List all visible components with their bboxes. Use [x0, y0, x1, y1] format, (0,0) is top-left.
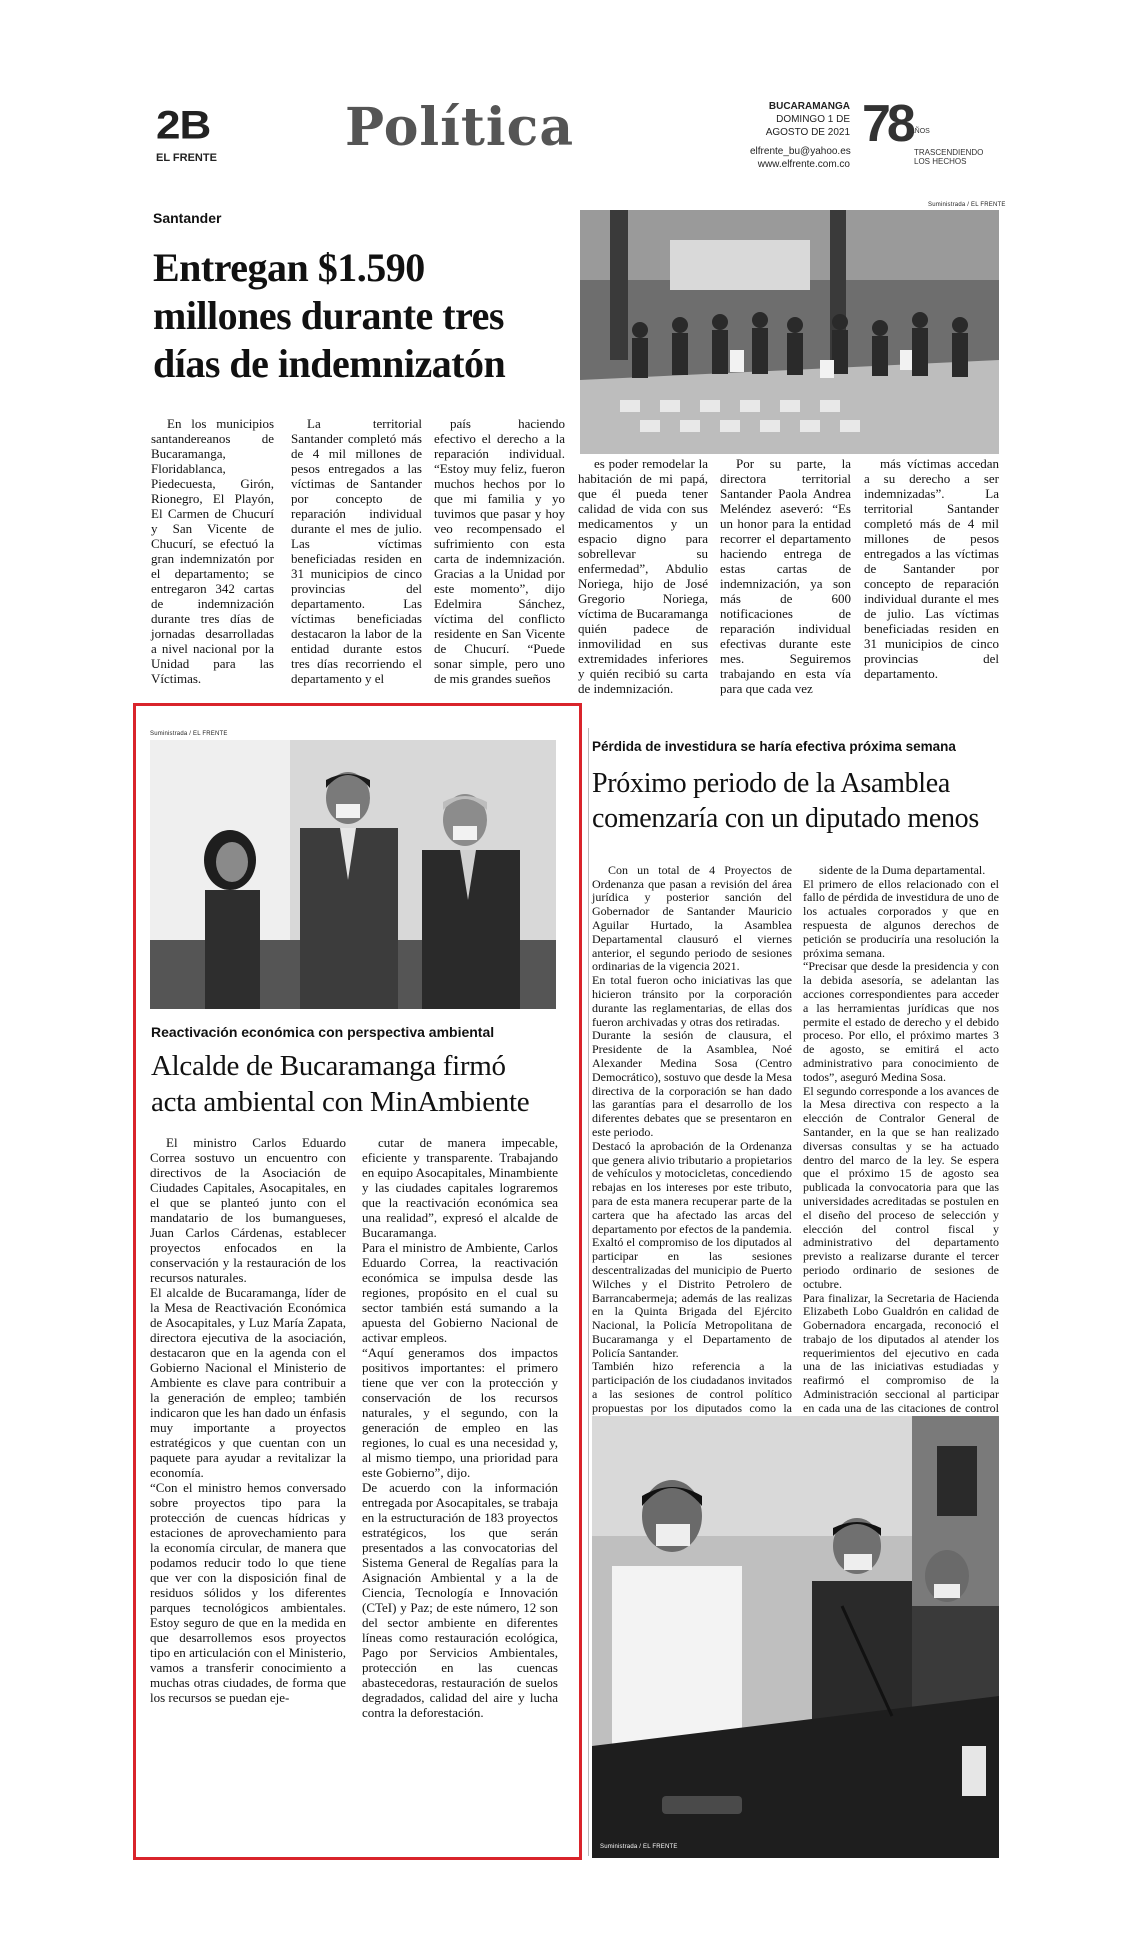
article1-column	[720, 456, 851, 696]
article3-body: Con un total de 4 Proyectos de Ordenanza que pasan a revisión del área jurídica y posterior sanción del Gobernador de Santander Mauricio Aguilar Hurtado, la Asamblea Departamental clausuró el viernes anterior, el segundo periodo de sesiones ordinarias de la vigencia 2021. En total fueron ocho iniciativas las que hicieron tránsito por la corporación durante las reglamentarias, de ellas dos fueron archivadas y otras dos retiradas. Durante la sesión de clausura, el Presidente de la Asamblea, Noé Alexander Medina Sosa (Centro Democrático), sostuvo que desde la Mesa directiva de la corporación se han dado las garantías para el desarrollo de los diferentes debates que se presentaron en este periodo. Destacó la aprobación de la Ordenanza que genera alivio tributario a propietarios de vehículos y motocicletas, concediendo rebajas en los intereses por este tributo, para de esta manera recuperar parte de la cartera que ha afectado las arcas del departamento por efectos de la pandemia. Exaltó el compromiso de los diputados al participar en las sesiones descentralizadas del municipio de Puerto Wilches y el Distrito Petrolero de Barrancabermeja; además de las realizas en la Quinta Brigada del Ejército Nacional, la Policía Metropolitana de Bucaramanga y el Departamento de Policía Santander. También hizo referencia a la participación de los ciudadanos invitados a las sesiones de control político propuestas por los diputados como la	[592, 862, 792, 1415]
article1-paragraph: es poder remodelar la habitación de mi papá, que él pueda tener calidad de vida con sus medicamentos y un espacio digno para sobrellevar su enfermedad”, Abdulio Noriega, hijo de José Gregorio Noriega, víctima de Bucaramanga quién padece de inmovilidad en sus extremidades inferiores y quién recibió su carta de indemnización.	[578, 456, 708, 696]
article1-column	[864, 456, 999, 688]
article1-paragraph: En los municipios santandereanos de Bucaramanga, Floridablanca, Piedecuesta, Girón, Rionegro, El Playón, El Carmen de Chucurí y San Vicente de Chucurí, se efectuó la gran indemnizatón por el departamento; se entregaron 342 cartas de indemnización durante tres días de jornadas desarrolladas a nivel nacional por la Unidad para las Víctimas.	[151, 416, 274, 686]
ceremony-photo	[580, 210, 999, 454]
article2-column	[150, 1120, 346, 1836]
article2-body: El ministro Carlos Eduardo Correa sostuvo un encuentro con directivos de la Asociación de Ciudades Capitales, Asocapitales, en el que se planteó junto con el mandatario de los bumangueses, Juan Carlos Cárdenas, establecer proyectos enfocados en la conservación y la restauración de los recursos naturales. El alcalde de Bucaramanga, líder de la Mesa de Reactivación Económica de Asocapitales, y Luz María Zapata, directora ejecutiva de la asociación, destacaron que en la agenda con el Gobierno Nacional el Ministerio de Ambiente es clave para contribuir a la generación de empleo; también indicaron que les han dado un énfasis muy importante a proyectos estratégicos y que cuentan con un paquete para ayudar a revitalizar la economía. “Con el ministro hemos conversado sobre proyectos tipo para la protección de cuencas hídricas y estaciones de aprovechamiento para la economía circular, de manera que podamos reducir todo lo que tiene que ver con la disposición final de residuos sólidos y los diferentes parques tecnológicos ambientales. Estoy seguro de que en la medida en que desarrollemos esos proyectos tipo en articulación con el Ministerio, vamos a transferir conocimiento a muchas otras ciudades, de forma que los recursos se puedan eje-	[150, 1135, 346, 1705]
headline-line: acta ambiental con MinAmbiente	[151, 1086, 530, 1118]
headline-line: millones durante tres	[153, 293, 504, 338]
headline-line: Alcalde de Bucaramanga firmó	[151, 1050, 506, 1082]
date: DOMINGO 1 DE AGOSTO DE 2021	[765, 114, 850, 138]
section-title: Política	[345, 97, 575, 158]
photo-credit: Suministrada / EL FRENTE	[600, 1844, 678, 1850]
photo-credit: Suministrada / EL FRENTE	[928, 202, 1006, 208]
meeting-photo	[150, 740, 556, 1009]
article3-headline	[592, 766, 1012, 836]
headline-line: Entregan $1.590	[153, 245, 425, 290]
website: www.elfrente.com.co	[757, 159, 850, 170]
masthead	[150, 95, 990, 174]
article1-column	[291, 416, 422, 688]
anniversary-logo	[862, 95, 984, 166]
paper-name: EL FRENTE	[156, 152, 217, 164]
article3-kicker: Pérdida de investidura se haría efectiva próxima semana	[592, 739, 956, 754]
headline-line: comenzaría con un diputado menos	[592, 803, 979, 834]
anniversary-tagline-2: LOS HECHOS	[914, 157, 967, 166]
anniversary-number: 78	[862, 95, 912, 153]
article3-body: sidente de la Duma departamental. El primero de ellos relacionado con el fallo de pérdida de investidura de uno de los actuales corporados y que en respuesta de algunos derechos de petición se produciría una resolución la próxima semana. “Precisar que desde la presidencia y con la debida asesoría, se adelantan las acciones correspondientes para acceder a las herramientas jurídicas que nos permite el estado de derecho y el debido proceso. Por ello, el próximo martes 3 de agosto, se emitirá el acto administrativo para conocimiento de todos”, aseguró Medina Sosa. El segundo corresponde a los avances de la Mesa directiva con respecto a la elección de Contralor General de Santander, en la que se han realizado diversas consultas y se ha actuado dentro del marco de la ley. Se espera que el próximo 15 de agosto sea publicada la convocatoria para que las universidades acreditadas se postulen en el diseño del proceso de selección y elección del control fiscal y administrativo del departamento previsto a realizarse durante el tercer periodo ordinario de sesiones de octubre. Para finalizar, la Secretaria de Hacienda Elizabeth Lobo Gualdrón en calidad de Gobernadora encargada, reconoció el trabajo de los diputados al atender los requerimientos del ejecutivo en cada una de las iniciativas estudiadas y reafirmó el compromiso de la Administración seccional al participar en cada una de las citaciones de control	[803, 862, 999, 1415]
article1-column	[578, 456, 708, 696]
article2-body: cutar de manera impecable, eficiente y transparente. Trabajando en equipo Asocapitales, Minambiente y las ciudades capitales lograremos que la reactivación económica sea una realidad”, expresó el alcalde de Bucaramanga. Para el ministro de Ambiente, Carlos Eduardo Correa, la reactivación económica se impulsa desde las regiones, propósito en el cual su sector también está sumando a la apuesta del Gobierno Nacional de activar empleos. “Aquí generamos dos impactos positivos importantes: el primero tiene que ver con la protección y conservación de los recursos naturales, y el segundo, con la generación de empleo en las regiones, lo cual es una necesidad y, al mismo tiempo, una prioridad para este Gobierno”, dijo. De acuerdo con la información entregada por Asocapitales, se trabaja en la estructuración de 183 proyectos estratégicos, los que serán presentados a las convocatorias del Sistema General de Regalías para la Asignación Ambiental y a la de Ciencia, Tecnología e Innovación (CTeI) y Paz; de este número, 12 son del sector ambiente en diferentes líneas como restauración ecológica, Pago por Servicios Ambientales, protección en las cuencas abastecedoras, restauración de suelos degradados, calidad del aire y lucha contra la deforestación.	[362, 1135, 558, 1720]
article1-column	[434, 416, 565, 688]
article1-kicker: Santander	[153, 210, 222, 226]
article2-kicker: Reactivación económica con perspectiva ambiental	[151, 1024, 495, 1040]
article3-column	[803, 850, 999, 1415]
article1-column	[151, 416, 274, 688]
article1-paragraph: más víctimas accedan a su derecho a ser indemnizadas”. La territorial Santander completó más de 4 mil millones de pesos entregados a las víctimas de Santander por concepto de reparación individual durante el mes de julio. Las víctimas beneficiadas residen en 31 municipios de cinco provincias del departamento.	[864, 456, 999, 681]
article2-headline	[151, 1048, 561, 1120]
page-number: 2B	[156, 103, 211, 148]
headline-line: Próximo periodo de la Asamblea	[592, 768, 951, 799]
city: BUCARAMANGA	[768, 101, 850, 112]
dateline	[750, 100, 850, 171]
email: elfrente_bu@yahoo.es	[750, 146, 851, 157]
article1-headline	[153, 244, 573, 388]
article1-paragraph: Por su parte, la directora territorial Santander Paola Andrea Meléndez aseveró: “Es un honor para la entidad recorrer el departamento haciendo entrega de estas cartas de indemnización, ya son más de 600 notificaciones de reparación individual efectivas durante este mes. Seguiremos trabajando en esta vía para que cada vez	[720, 456, 851, 696]
assembly-photo	[592, 1416, 999, 1858]
article3-column	[592, 850, 792, 1415]
anniversary-tagline-1: TRASCENDIENDO	[914, 148, 984, 157]
article1-paragraph: La territorial Santander completó más de 4 mil millones de pesos entregados a las víctimas de Santander por concepto de reparación individual durante el mes de julio. Las víctimas beneficiadas residen en 31 municipios de cinco provincias del departamento. Las víctimas beneficiadas destacaron la labor de la entidad durante estos tres días recorriendo el departamento y el	[291, 416, 422, 686]
anniversary-word: AÑOS	[910, 128, 930, 135]
article1-paragraph: país haciendo efectivo el derecho a la reparación individual. “Estoy muy feliz, fueron muchos hechos por lo que mi familia y yo tuvimos que pasar y hoy veo recompensado el sufrimiento con esta carta de indemnización. Gracias a la Unidad por este momento”, dijo Edelmira Sánchez, víctima del conflicto residente en San Vicente de Chucurí. “Puede sonar simple, pero uno de mis grandes sueños	[434, 416, 565, 686]
column-rule	[588, 728, 589, 1856]
photo-credit: Suministrada / EL FRENTE	[150, 731, 228, 737]
article2-column	[362, 1120, 558, 1836]
headline-line: días de indemnizatón	[153, 341, 506, 386]
